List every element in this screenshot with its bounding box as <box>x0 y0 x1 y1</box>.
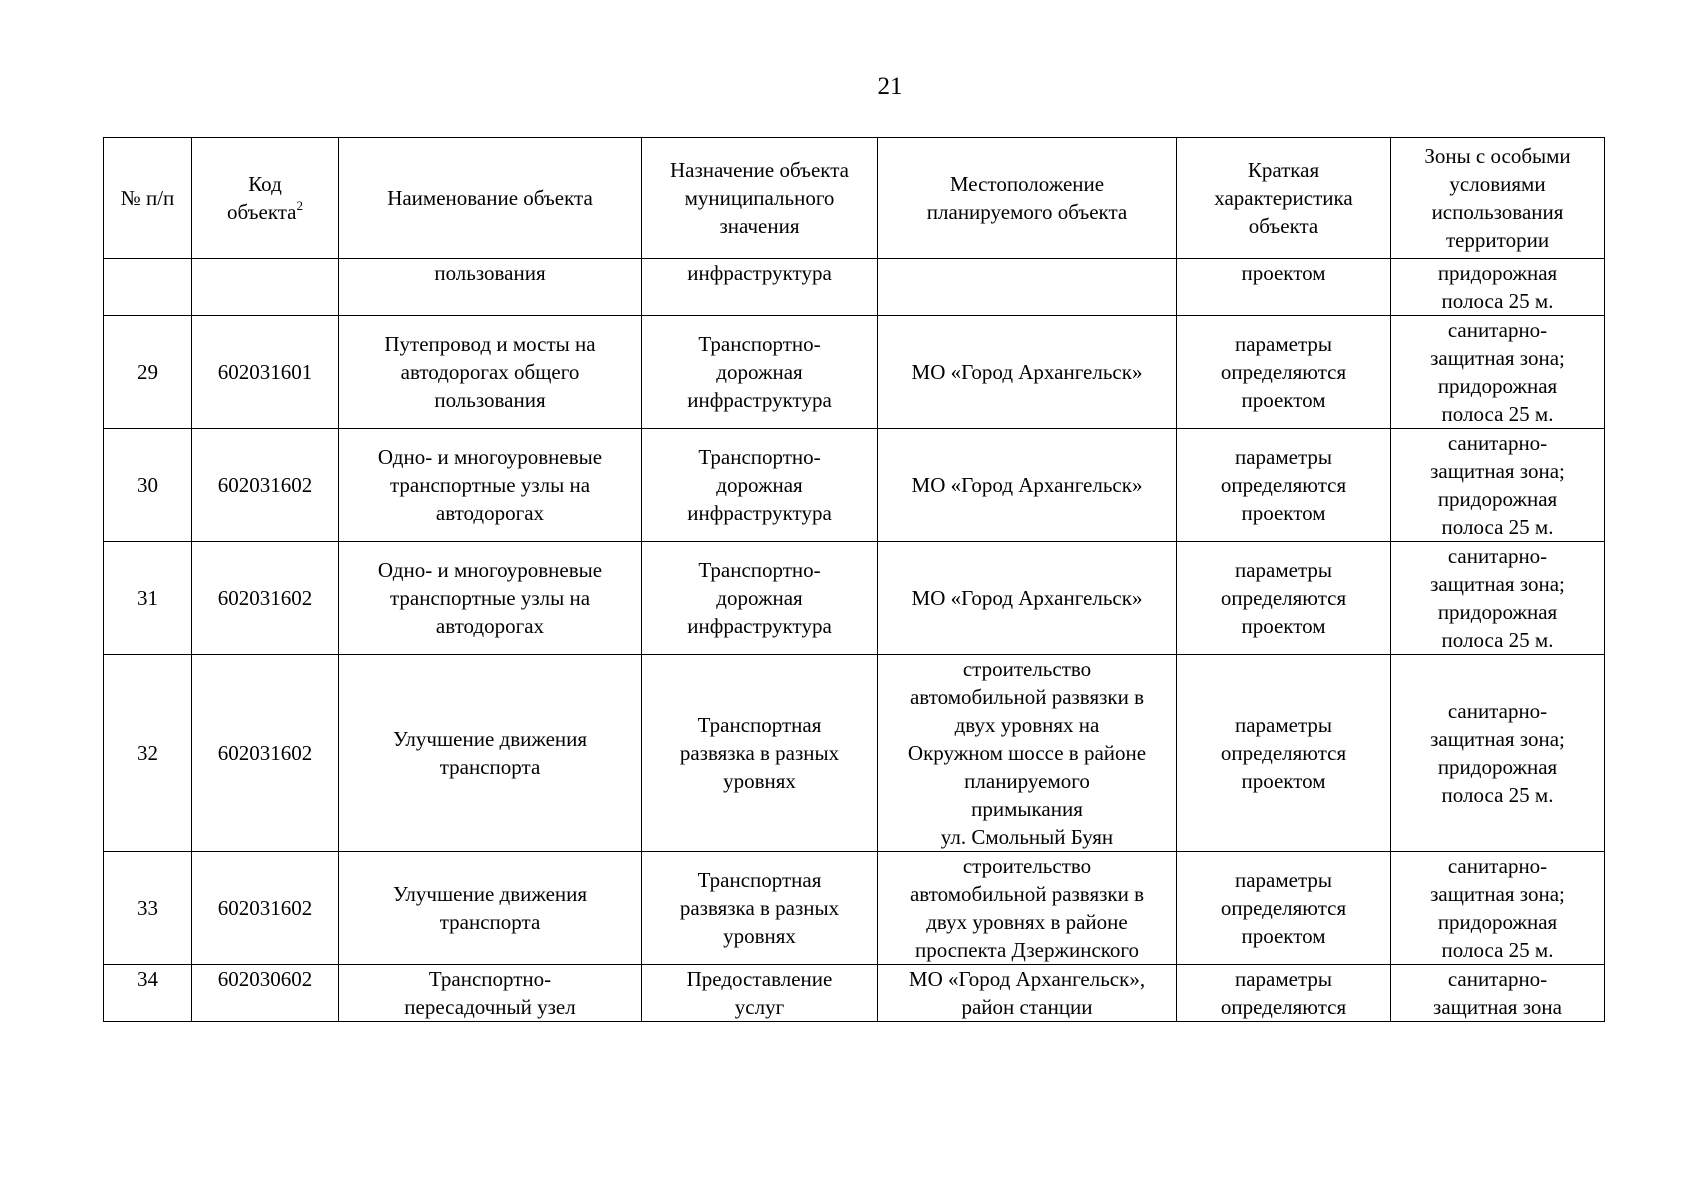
header-name <box>339 138 642 259</box>
cell-line: санитарно- <box>1447 544 1548 568</box>
cell-line: полоса 25 м. <box>1441 938 1554 962</box>
cell-line: защитная зона; <box>1430 346 1565 370</box>
cell-line: придорожная <box>1437 755 1558 779</box>
cell-line: инфраструктура <box>687 614 832 638</box>
cell-line: объекта <box>1248 214 1319 238</box>
cell-name <box>339 852 642 965</box>
cell-line: защитная зона; <box>1430 572 1565 596</box>
cell-purpose <box>642 852 878 965</box>
cell-line: Путепровод и мосты на <box>384 332 596 356</box>
header-location <box>878 138 1177 259</box>
cell-purpose <box>642 429 878 542</box>
cell-line: санитарно- <box>1447 854 1548 878</box>
cell-code <box>192 965 339 1022</box>
cell-line: параметры <box>1234 868 1333 892</box>
cell-name <box>339 259 642 316</box>
cell-line: транспортные узлы на <box>389 586 591 610</box>
cell-line: услуг <box>734 995 785 1019</box>
cell-line: пользования <box>434 261 546 285</box>
cell-line: Предоставление <box>686 967 833 991</box>
cell-line: транспорта <box>439 755 541 779</box>
cell-line: Одно- и многоуровневые <box>377 445 603 469</box>
cell-purpose <box>642 655 878 852</box>
cell-location <box>878 965 1177 1022</box>
cell-zones <box>1391 655 1605 852</box>
cell-brief <box>1177 965 1391 1022</box>
cell-line: Наименование объекта <box>387 186 593 210</box>
cell-code <box>192 852 339 965</box>
cell-line: значения <box>719 214 800 238</box>
cell-line: определяются <box>1220 896 1347 920</box>
cell-line: параметры <box>1234 445 1333 469</box>
cell-line: Транспортная <box>697 713 822 737</box>
cell-line: автодорогах общего <box>400 360 580 384</box>
cell-name <box>339 429 642 542</box>
cell-num <box>104 259 192 316</box>
cell-line: 602031601 <box>217 360 313 384</box>
cell-line: строительство <box>962 657 1092 681</box>
cell-brief <box>1177 542 1391 655</box>
cell-location <box>878 852 1177 965</box>
table-row <box>104 965 1605 1022</box>
cell-line: полоса 25 м. <box>1441 783 1554 807</box>
cell-line: МО «Город Архангельск» <box>911 473 1143 497</box>
cell-line: защитная зона; <box>1430 459 1565 483</box>
header-zones <box>1391 138 1605 259</box>
cell-line: планируемого <box>964 769 1090 793</box>
cell-line: МО «Город Архангельск», <box>908 967 1146 991</box>
cell-line: примыкания <box>971 797 1083 821</box>
cell-line: автомобильной развязки в <box>909 882 1145 906</box>
cell-name <box>339 655 642 852</box>
cell-line: Транспортно- <box>698 445 821 469</box>
cell-line: Улучшение движения <box>392 727 588 751</box>
cell-line: Краткая <box>1247 158 1320 182</box>
table-row <box>104 316 1605 429</box>
cell-line: проспекта Дзержинского <box>914 938 1140 962</box>
cell-zones <box>1391 316 1605 429</box>
cell-line: полоса 25 м. <box>1441 515 1554 539</box>
cell-line: пересадочный узел <box>404 995 576 1019</box>
cell-line: развязка в разных <box>679 896 840 920</box>
cell-line: придорожная <box>1437 910 1558 934</box>
table-row <box>104 852 1605 965</box>
cell-line: инфраструктура <box>687 388 832 412</box>
cell-line: двух уровнях в районе <box>926 910 1128 934</box>
cell-line: дорожная <box>716 473 803 497</box>
cell-zones <box>1391 429 1605 542</box>
cell-name <box>339 542 642 655</box>
cell-line: Код <box>248 172 282 196</box>
cell-line: санитарно- <box>1447 699 1548 723</box>
cell-line: строительство <box>962 854 1092 878</box>
cell-line: проектом <box>1241 261 1326 285</box>
cell-line: параметры <box>1234 558 1333 582</box>
table-row <box>104 259 1605 316</box>
cell-line: 30 <box>137 473 158 497</box>
cell-line: 32 <box>137 741 158 765</box>
cell-line: развязка в разных <box>679 741 840 765</box>
cell-brief <box>1177 316 1391 429</box>
cell-line: определяются <box>1220 586 1347 610</box>
cell-num <box>104 429 192 542</box>
cell-line: Транспортно- <box>698 332 821 356</box>
cell-line: проектом <box>1241 614 1326 638</box>
cell-line: проектом <box>1241 924 1326 948</box>
cell-brief <box>1177 429 1391 542</box>
table-row <box>104 655 1605 852</box>
cell-zones <box>1391 965 1605 1022</box>
cell-line: транспорта <box>439 910 541 934</box>
cell-name <box>339 965 642 1022</box>
cell-line: 31 <box>137 586 158 610</box>
cell-line: автомобильной развязки в <box>909 685 1145 709</box>
cell-line: полоса 25 м. <box>1441 289 1554 313</box>
cell-location <box>878 655 1177 852</box>
cell-brief <box>1177 259 1391 316</box>
cell-line: Одно- и многоуровневые <box>377 558 603 582</box>
cell-line: Местоположение <box>949 172 1105 196</box>
cell-line: ул. Смольный Буян <box>940 825 1114 849</box>
cell-line: район станции <box>961 995 1093 1019</box>
cell-location <box>878 429 1177 542</box>
cell-line: полоса 25 м. <box>1441 628 1554 652</box>
cell-code <box>192 259 339 316</box>
cell-line: характеристика <box>1214 186 1353 210</box>
cell-line: инфраструктура <box>687 501 832 525</box>
cell-line: 602031602 <box>217 741 313 765</box>
table-header-row <box>104 138 1605 259</box>
cell-code <box>192 655 339 852</box>
cell-line: Транспортная <box>697 868 822 892</box>
cell-line: проектом <box>1241 769 1326 793</box>
cell-location <box>878 316 1177 429</box>
cell-line: муниципального <box>684 186 835 210</box>
cell-num <box>104 655 192 852</box>
cell-line: МО «Город Архангельск» <box>911 360 1143 384</box>
cell-line: Транспортно- <box>428 967 552 991</box>
header-code <box>192 138 339 259</box>
cell-line: объекта$^2$ <box>226 198 304 224</box>
cell-line: определяются <box>1220 473 1347 497</box>
cell-line: защитная зона; <box>1430 727 1565 751</box>
cell-line: МО «Город Архангельск» <box>911 586 1143 610</box>
cell-line: транспортные узлы на <box>389 473 591 497</box>
cell-line: Назначение объекта <box>670 158 849 182</box>
cell-line: территории <box>1445 228 1550 252</box>
cell-num <box>104 965 192 1022</box>
cell-line: уровнях <box>723 924 796 948</box>
cell-line: защитная зона <box>1433 995 1562 1019</box>
footnote-marker: 2 <box>296 198 304 213</box>
cell-line: Улучшение движения <box>392 882 588 906</box>
cell-line: санитарно- <box>1447 967 1548 991</box>
cell-line: придорожная <box>1437 374 1558 398</box>
cell-num <box>104 542 192 655</box>
cell-location <box>878 542 1177 655</box>
cell-line: использования <box>1431 200 1564 224</box>
cell-code <box>192 429 339 542</box>
cell-line: параметры <box>1234 713 1333 737</box>
cell-line: Зоны с особыми <box>1424 144 1571 168</box>
cell-line: 602030602 <box>217 967 313 991</box>
cell-line: 29 <box>137 360 158 384</box>
cell-line: автодорогах <box>435 501 545 525</box>
cell-line: Транспортно- <box>698 558 821 582</box>
cell-line: 602031602 <box>217 896 313 920</box>
cell-line: № п/п <box>120 186 175 210</box>
table-row <box>104 542 1605 655</box>
cell-line: санитарно- <box>1447 318 1548 342</box>
cell-line: автодорогах <box>435 614 545 638</box>
cell-line: 602031602 <box>217 586 313 610</box>
cell-line: 33 <box>137 896 158 920</box>
cell-purpose <box>642 965 878 1022</box>
cell-code <box>192 542 339 655</box>
cell-line: придорожная <box>1437 261 1558 285</box>
cell-line: уровнях <box>723 769 796 793</box>
cell-line: планируемого объекта <box>926 200 1128 224</box>
cell-zones <box>1391 259 1605 316</box>
cell-line: 602031602 <box>217 473 313 497</box>
cell-line: параметры <box>1234 332 1333 356</box>
cell-line: Окружном шоссе в районе <box>907 741 1147 765</box>
cell-num <box>104 316 192 429</box>
header-brief <box>1177 138 1391 259</box>
cell-line: защитная зона; <box>1430 882 1565 906</box>
cell-line: параметры <box>1234 967 1333 991</box>
page-number: 21 <box>877 73 903 100</box>
objects-table <box>103 137 1605 1022</box>
cell-name <box>339 316 642 429</box>
cell-zones <box>1391 852 1605 965</box>
cell-line: двух уровнях на <box>954 713 1100 737</box>
header-num <box>104 138 192 259</box>
cell-line: определяются <box>1220 360 1347 384</box>
cell-line: определяются <box>1220 741 1347 765</box>
cell-brief <box>1177 852 1391 965</box>
cell-line: проектом <box>1241 501 1326 525</box>
cell-line: полоса 25 м. <box>1441 402 1554 426</box>
cell-code <box>192 316 339 429</box>
cell-purpose <box>642 542 878 655</box>
table-row <box>104 429 1605 542</box>
cell-line: санитарно- <box>1447 431 1548 455</box>
cell-zones <box>1391 542 1605 655</box>
cell-line: придорожная <box>1437 487 1558 511</box>
cell-line: 34 <box>137 967 158 991</box>
cell-line: пользования <box>434 388 546 412</box>
cell-line: инфраструктура <box>687 261 832 285</box>
cell-line: определяются <box>1220 995 1347 1019</box>
cell-purpose <box>642 316 878 429</box>
cell-line: условиями <box>1449 172 1546 196</box>
cell-location <box>878 259 1177 316</box>
cell-line: проектом <box>1241 388 1326 412</box>
cell-line: дорожная <box>716 586 803 610</box>
cell-line: придорожная <box>1437 600 1558 624</box>
cell-purpose <box>642 259 878 316</box>
cell-brief <box>1177 655 1391 852</box>
cell-num <box>104 852 192 965</box>
cell-line: дорожная <box>716 360 803 384</box>
header-purpose <box>642 138 878 259</box>
